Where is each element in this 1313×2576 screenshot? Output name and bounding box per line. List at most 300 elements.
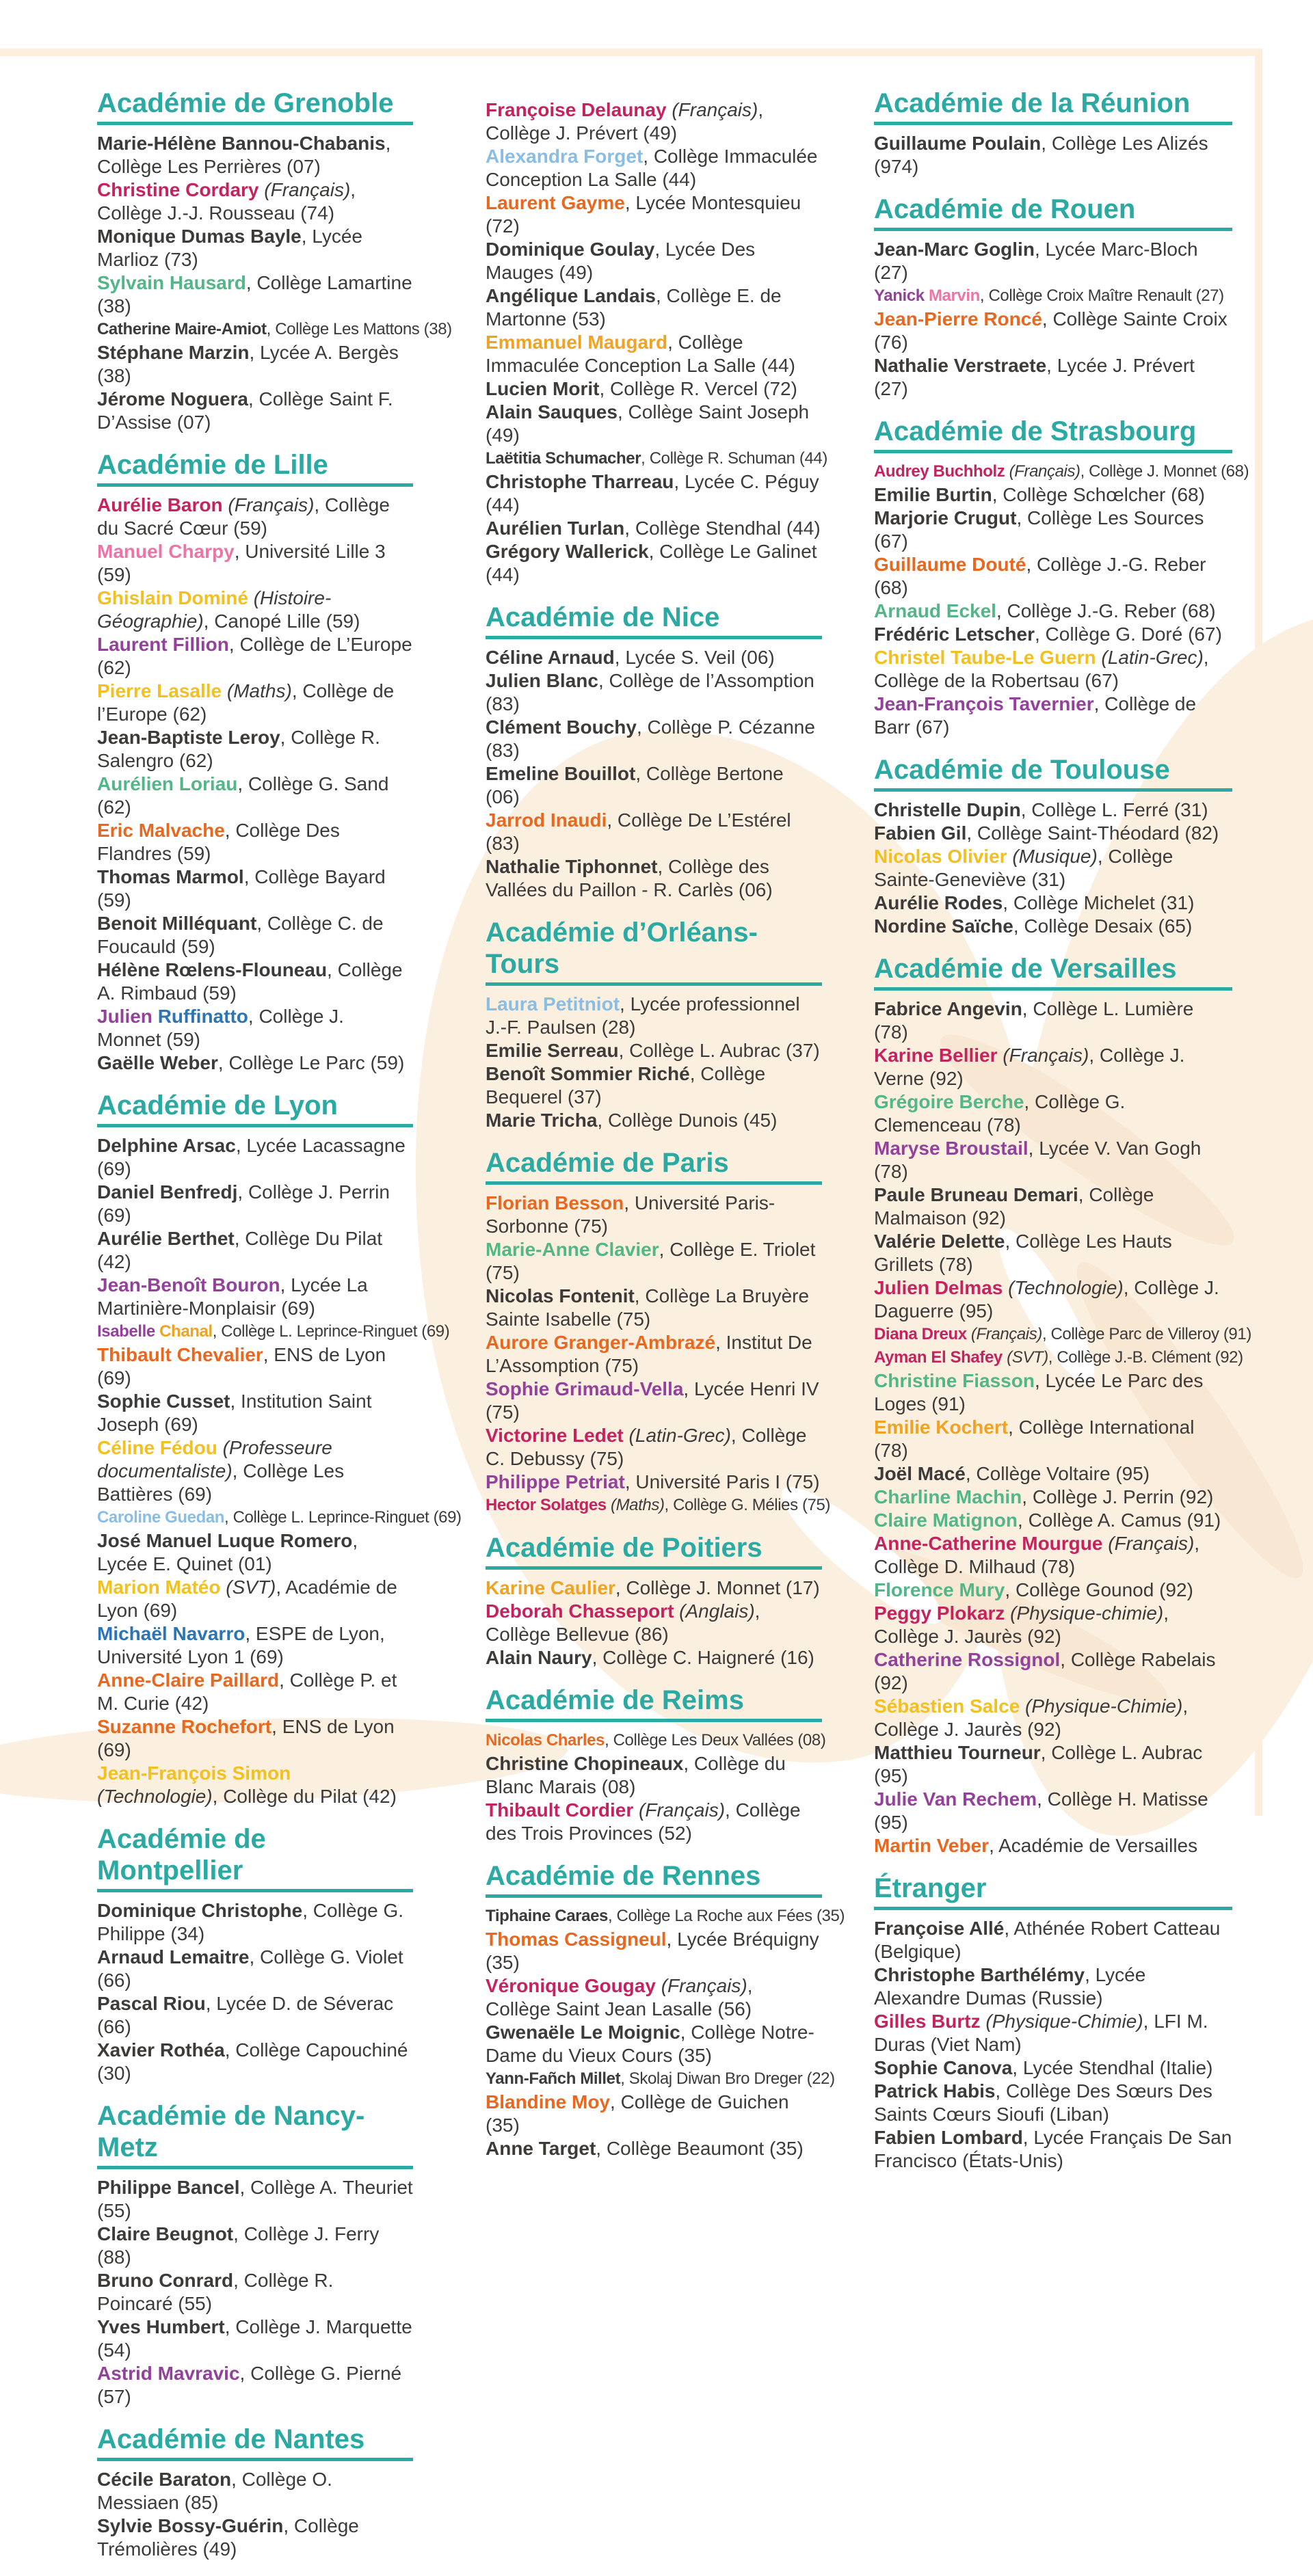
- school-label: , Lycée Français De San Francisco (États-Unis): [874, 2127, 1232, 2171]
- school-label: , Collège Le Galinet (44): [486, 541, 817, 585]
- directory-entry: [486, 284, 822, 331]
- directory-entry: [874, 1416, 1232, 1462]
- person-name: Stéphane Marzin: [97, 342, 250, 363]
- person-name: Cécile Baraton: [97, 2469, 232, 2490]
- person-name: Aurélie Rodes: [874, 892, 1003, 913]
- person-name: Daniel Benfredj: [97, 1181, 238, 1203]
- subject-label: (Maths): [222, 680, 292, 701]
- school-label: , Collège L. Leprince-Ringuet (69): [224, 1508, 462, 1527]
- person-name: Jean-François Simon: [97, 1762, 291, 1784]
- person-name: Jean-Marc Goglin: [874, 239, 1035, 260]
- person-name: Deborah Chasseport: [486, 1600, 674, 1622]
- school-label: , Lycée Stendhal (Italie): [1012, 2057, 1213, 2078]
- directory-entry: [97, 2316, 413, 2362]
- subject-label: (Anglais): [674, 1600, 755, 1622]
- academy-section-title: Académie de Nancy-Metz: [97, 2100, 413, 2169]
- school-label: , Collège E. de Martonne (53): [486, 285, 782, 330]
- directory-entry: [874, 1090, 1232, 1137]
- person-name: Aurore Granger-Ambrazé: [486, 1332, 716, 1353]
- person-name: Julien: [97, 1006, 158, 1027]
- directory-entry: [874, 1579, 1232, 1602]
- directory-entry: [874, 623, 1232, 646]
- academy-section: [874, 88, 1232, 178]
- school-label: , Collège Immaculée Conception La Salle (44): [486, 332, 795, 376]
- person-name: Pascal Riou: [97, 1993, 206, 2014]
- person-name: Victorine Ledet: [486, 1425, 624, 1446]
- school-label: , Université Lille 3 (59): [97, 541, 386, 585]
- school-label: , Collège E. Triolet (75): [486, 1239, 816, 1283]
- school-label: , Collège O. Messiaen (85): [97, 2469, 332, 2513]
- subject-label: (Français): [997, 1045, 1089, 1066]
- person-name: Florian Besson: [486, 1192, 624, 1213]
- academy-section-title: Académie de Rouen: [874, 193, 1232, 231]
- person-name: Anne-Catherine Mourgue: [874, 1533, 1103, 1554]
- subject-label: (Physique-chimie): [1005, 1602, 1164, 1624]
- person-name: Céline Fédou: [97, 1437, 217, 1458]
- directory-entry: [486, 331, 822, 377]
- directory-entry: [97, 178, 413, 225]
- school-label: , Collège Des Sœurs Des Saints Cœurs Sioufi (Liban): [874, 2080, 1212, 2125]
- person-name: Julie Van Rechem: [874, 1788, 1037, 1810]
- school-label: , Collège R. Vercel (72): [599, 378, 797, 399]
- school-label: , Collège Saint-Théodard (82): [966, 822, 1219, 844]
- directory-entry: [486, 2091, 822, 2137]
- directory-entry: [486, 2021, 822, 2067]
- directory-entry: [874, 1230, 1232, 1276]
- school-label: , Collège Immaculée Conception La Salle (44): [486, 146, 818, 190]
- academy-section: [486, 1685, 826, 1845]
- school-label: , Collège J. Jaurès (92): [874, 1602, 1169, 1647]
- directory-entry: [97, 1576, 413, 1622]
- directory-entry: [486, 1600, 822, 1646]
- person-name: Charline Machin: [874, 1486, 1022, 1507]
- directory-entry: [874, 1695, 1232, 1741]
- directory-entry: [486, 2067, 835, 2091]
- person-name: Sophie Canova: [874, 2057, 1013, 2078]
- directory-entry: [486, 716, 822, 762]
- academy-section: [874, 193, 1232, 401]
- school-label: , Lycée Des Mauges (49): [486, 239, 756, 283]
- academy-section-title: Académie de Grenoble: [97, 88, 413, 125]
- school-label: , Collège P. et M. Curie (42): [97, 1669, 397, 1714]
- person-name: Aurélie Berthet: [97, 1228, 235, 1249]
- person-name: Sophie Cusset: [97, 1391, 230, 1412]
- school-label: , Collège L. Ferré (31): [1020, 799, 1208, 820]
- person-name: Florence Mury: [874, 1579, 1005, 1600]
- directory-entry: [486, 669, 822, 716]
- school-label: , Collège P. Cézanne (83): [486, 716, 815, 761]
- school-label: , Lycée A. Bergès (38): [97, 342, 399, 386]
- academy-section: [97, 1823, 413, 2085]
- directory-entry: [874, 1346, 1243, 1369]
- person-name: Alexandra Forget: [486, 146, 644, 167]
- school-label: , Collège International (78): [874, 1417, 1195, 1461]
- person-name: Aurélien Loriau: [97, 773, 238, 794]
- directory-entry: [874, 1369, 1232, 1416]
- directory-entry: [486, 1285, 822, 1331]
- person-name: Emilie Serreau: [486, 1040, 619, 1061]
- school-label: , Université Paris-Sorbonne (75): [486, 1192, 775, 1237]
- academy-section: [97, 1090, 462, 1808]
- directory-entry: [97, 587, 413, 633]
- school-label: , Collège Les Deux Vallées (08): [605, 1731, 826, 1749]
- person-name: Bruno Conrard: [97, 2270, 234, 2291]
- person-name: Christine Fiasson: [874, 1370, 1035, 1391]
- school-label: , Collège Les Mattons (38): [266, 320, 452, 338]
- directory-entry: [874, 2056, 1232, 2080]
- school-label: , Collège De L’Estérel (83): [486, 809, 791, 854]
- person-name: Angélique Landais: [486, 285, 656, 306]
- person-name: Laëtitia Schumacher: [486, 449, 641, 468]
- directory-entry: [486, 1905, 845, 1928]
- school-label: , Collège Michelet (31): [1003, 892, 1195, 913]
- school-label: , Lycée S. Veil (06): [614, 647, 775, 668]
- school-label: , Collège de l’Assomption (83): [486, 670, 814, 714]
- academy-section-title: Académie de la Réunion: [874, 88, 1232, 125]
- directory-entry: [97, 866, 413, 912]
- directory-entry: [486, 1062, 822, 1109]
- person-name: Christophe Barthélémy: [874, 1964, 1085, 1985]
- school-label: , Collège J. Monnet (17): [615, 1577, 820, 1598]
- person-name: Nathalie Tiphonnet: [486, 856, 658, 877]
- person-name: Matthieu Tourneur: [874, 1742, 1041, 1763]
- school-label: , Collège J.-B. Clément (92): [1048, 1348, 1243, 1367]
- person-name: Dominique Christophe: [97, 1900, 303, 1921]
- directory-entry: [486, 993, 822, 1039]
- directory-entry: [874, 1788, 1232, 1834]
- directory-entry: [874, 822, 1232, 845]
- decor-frame-top: [0, 49, 1262, 56]
- school-label: , Collège G. Pierné (57): [97, 2363, 402, 2407]
- person-name: Jean-Benoît Bouron: [97, 1274, 280, 1296]
- directory-entry: [486, 1039, 822, 1062]
- directory-entry: [874, 1323, 1251, 1346]
- academy-section: [874, 953, 1251, 1857]
- directory-entry: [874, 693, 1232, 739]
- school-label: , Collège G. Clemenceau (78): [874, 1091, 1126, 1136]
- school-label: , Collège C. Haigneré (16): [592, 1647, 814, 1668]
- school-label: , Collège Saint F. D’Assise (07): [97, 388, 393, 433]
- academy-section: [486, 917, 822, 1132]
- school-label: , Collège G. Doré (67): [1035, 623, 1222, 645]
- person-name: Nicolas Charles: [486, 1731, 605, 1749]
- person-name: Paule Bruneau Demari: [874, 1184, 1078, 1205]
- person-name: Monique Dumas Bayle: [97, 226, 302, 247]
- school-label: , Collège Les Battières (69): [97, 1460, 345, 1505]
- subject-label: (SVT): [220, 1577, 276, 1598]
- person-name: Ruffinatto: [157, 1006, 248, 1027]
- subject-label: (Musique): [1007, 846, 1098, 867]
- school-label: , Collège C. de Foucauld (59): [97, 913, 384, 957]
- school-label: , Lycée Bréquigny (35): [486, 1929, 819, 1973]
- person-name: Peggy Plokarz: [874, 1602, 1005, 1624]
- directory-entry: [874, 1509, 1232, 1532]
- person-name: Sylvie Bossy-Guérin: [97, 2515, 284, 2536]
- school-label: , Collège du Pilat (42): [212, 1786, 397, 1807]
- directory-column-3: [874, 88, 1251, 2188]
- person-name: Audrey Buchholz: [874, 462, 1005, 481]
- person-name: Marvin: [928, 286, 980, 305]
- school-label: , Académie de Versailles: [989, 1835, 1198, 1856]
- person-name: Yves Humbert: [97, 2316, 225, 2337]
- directory-entry: [97, 1529, 413, 1576]
- person-name: Valérie Delette: [874, 1231, 1005, 1252]
- directory-entry: [486, 1109, 822, 1132]
- directory-entry: [97, 773, 413, 819]
- directory-entry: [486, 517, 822, 540]
- school-label: , Collège J. Monnet (68): [1080, 462, 1249, 481]
- directory-entry: [874, 799, 1232, 822]
- person-name: Jean-Pierre Roncé: [874, 308, 1042, 330]
- directory-entry: [97, 1227, 413, 1274]
- person-name: Anne-Claire Paillard: [97, 1669, 280, 1691]
- directory-entry: [874, 1183, 1232, 1230]
- school-label: , Lycée Marc-Bloch (27): [874, 239, 1198, 283]
- school-label: , Lycée Le Parc des Loges (91): [874, 1370, 1204, 1414]
- person-name: Patrick Habis: [874, 2080, 996, 2102]
- school-label: , Collège Gounod (92): [1005, 1579, 1193, 1600]
- directory-entry: [97, 1181, 413, 1227]
- school-label: , ESPE de Lyon, Université Lyon 1 (69): [97, 1623, 385, 1667]
- directory-entry: [874, 1602, 1232, 1648]
- directory-entry: [874, 2080, 1232, 2126]
- directory-entry: [874, 1741, 1232, 1788]
- school-label: , Collège des Vallées du Paillon - R. Carlès (06): [486, 856, 773, 900]
- school-label: , Collège du Blanc Marais (08): [486, 1753, 786, 1797]
- person-name: Lucien Morit: [486, 378, 600, 399]
- school-label: , Collège J. Jaurès (92): [874, 1695, 1189, 1740]
- subject-label: (Français): [222, 494, 315, 515]
- academy-section-title: Académie de Toulouse: [874, 754, 1232, 792]
- school-label: , Collège La Roche aux Fées (35): [607, 1907, 845, 1925]
- directory-entry: [874, 1276, 1232, 1323]
- directory-entry: [874, 997, 1232, 1044]
- person-name: Marie-Anne Clavier: [486, 1239, 659, 1260]
- person-name: Sylvain Hausard: [97, 272, 246, 293]
- person-name: Laurent Fillion: [97, 634, 229, 655]
- person-name: Tiphaine Caraes: [486, 1907, 608, 1925]
- school-label: , Collège Sainte Croix (76): [874, 308, 1228, 353]
- person-name: Anne Target: [486, 2138, 596, 2159]
- school-label: , Collège Bertone (06): [486, 763, 784, 807]
- school-label: , Université Paris I (75): [624, 1471, 820, 1492]
- person-name: Christophe Tharreau: [486, 471, 674, 492]
- person-name: Laura Petitniot: [486, 993, 620, 1015]
- person-name: Nicolas Fontenit: [486, 1285, 635, 1306]
- directory-entry: [486, 1752, 822, 1799]
- directory-entry: [97, 1669, 413, 1715]
- directory-entry: [97, 1274, 413, 1320]
- person-name: Guillaume Douté: [874, 554, 1026, 575]
- school-label: , Collège Parc de Villeroy (91): [1042, 1325, 1251, 1343]
- academy-section: [97, 88, 452, 434]
- school-label: , Collège J. Verne (92): [874, 1045, 1185, 1089]
- person-name: Marie-Hélène Bannou-Chabanis: [97, 133, 386, 154]
- directory-entry: [97, 2269, 413, 2316]
- person-name: Joël Macé: [874, 1463, 966, 1484]
- person-name: Suzanne Rochefort: [97, 1716, 272, 1737]
- directory-entry: [874, 1963, 1232, 2010]
- directory-entry: [97, 633, 413, 680]
- subject-label: (Technologie): [1003, 1277, 1124, 1298]
- school-label: , Collège J. Ferry (88): [97, 2223, 380, 2268]
- school-label: , Collège Stendhal (44): [624, 518, 821, 539]
- person-name: Véronique Gougay: [486, 1975, 656, 1996]
- person-name: Maryse Broustail: [874, 1138, 1029, 1159]
- directory-entry: [486, 1729, 826, 1752]
- directory-entry: [486, 1974, 822, 2021]
- directory-entry: [97, 819, 413, 866]
- person-name: Nicolas Olivier: [874, 846, 1007, 867]
- person-name: Astrid Mavravic: [97, 2363, 240, 2384]
- person-name: Marjorie Crugut: [874, 507, 1017, 528]
- person-name: Isabelle: [97, 1322, 160, 1341]
- person-name: Claire Matignon: [874, 1510, 1018, 1531]
- person-name: Emeline Bouillot: [486, 763, 636, 784]
- directory-entry: [874, 915, 1232, 938]
- directory-entry: [97, 1715, 413, 1762]
- person-name: Karine Bellier: [874, 1045, 998, 1066]
- directory-entry: [486, 1494, 831, 1517]
- school-label: , Collège J. Marquette (54): [97, 2316, 412, 2361]
- person-name: Nathalie Verstraete: [874, 355, 1047, 376]
- school-label: , Collège G. Violet (66): [97, 1946, 403, 1991]
- school-label: , Lycée J. Prévert (27): [874, 355, 1195, 399]
- person-name: Michaël Navarro: [97, 1623, 246, 1644]
- school-label: , Collège A. Camus (91): [1018, 1510, 1221, 1531]
- school-label: , Collège Le Parc (59): [217, 1052, 405, 1073]
- academy-section-title: Académie de Strasbourg: [874, 416, 1232, 453]
- directory-entry: [486, 1378, 822, 1424]
- directory-entry: [874, 1486, 1232, 1509]
- directory-entry: [97, 912, 413, 958]
- school-label: , Collège L. Leprince-Ringuet (69): [212, 1322, 450, 1341]
- school-label: , Collège de Barr (67): [874, 693, 1197, 738]
- person-name: Julien Delmas: [874, 1277, 1003, 1298]
- directory-entry: [874, 507, 1232, 553]
- directory-entry: [874, 845, 1232, 891]
- person-name: Benoit Milléquant: [97, 913, 257, 934]
- directory-entry: [97, 318, 452, 341]
- school-label: , Académie de Lyon (69): [97, 1577, 397, 1621]
- person-name: Marie Tricha: [486, 1110, 598, 1131]
- subject-label: (Français): [966, 1325, 1042, 1343]
- school-label: , Collège Malmaison (92): [874, 1184, 1154, 1229]
- directory-entry: [486, 145, 822, 191]
- person-name: Dominique Goulay: [486, 239, 655, 260]
- school-label: , Collège G. Sand (62): [97, 773, 389, 818]
- school-label: , Collège de L’Europe (62): [97, 634, 412, 678]
- school-label: , Collège Du Pilat (42): [97, 1228, 383, 1272]
- person-name: Marion Matéo: [97, 1577, 221, 1598]
- person-name: Arnaud Eckel: [874, 600, 996, 621]
- school-label: , Collège J.-G. Reber (68): [874, 554, 1206, 598]
- school-label: , Collège Sainte-Geneviève (31): [874, 846, 1173, 890]
- directory-entry: [486, 540, 822, 587]
- school-label: , Collège des Trois Provinces (52): [486, 1799, 801, 1844]
- school-label: , Collège J. Prévert (49): [486, 99, 764, 144]
- directory-entry: [486, 1192, 822, 1238]
- directory-entry: [874, 2126, 1232, 2173]
- subject-label: (SVT): [1002, 1348, 1048, 1367]
- directory-entry: [874, 354, 1232, 401]
- person-name: Emilie Kochert: [874, 1417, 1009, 1438]
- academy-section: [486, 1860, 845, 2160]
- school-label: , ENS de Lyon (69): [97, 1716, 395, 1760]
- person-name: Catherine Rossignol: [874, 1649, 1061, 1670]
- directory-entry: [97, 132, 413, 178]
- school-label: , Collège J. Perrin (69): [97, 1181, 390, 1226]
- directory-entry: [486, 646, 822, 669]
- academy-section: [486, 1147, 831, 1517]
- directory-entry: [97, 1899, 413, 1946]
- school-label: , Collège Les Sources (67): [874, 507, 1204, 552]
- directory-entry: [486, 855, 822, 902]
- directory-entry: [486, 1471, 822, 1494]
- person-name: Ayman El Shafey: [874, 1348, 1003, 1367]
- directory-entry: [97, 2039, 413, 2085]
- school-label: , Collège L. Aubrac (37): [618, 1040, 820, 1061]
- school-label: , Lycée Marlioz (73): [97, 226, 362, 270]
- person-name: Grégory Wallerick: [486, 541, 649, 562]
- directory-entry: [97, 2514, 413, 2561]
- person-name: Sébastien Salce: [874, 1695, 1020, 1717]
- directory-entry: [486, 401, 822, 447]
- academy-section-title: Académie de Poitiers: [486, 1532, 822, 1570]
- subject-label: (Physique-Chimie): [980, 2011, 1143, 2032]
- person-name: Christine Cordary: [97, 179, 259, 200]
- school-label: , Collège Notre-Dame du Vieux Cours (35): [486, 2022, 814, 2066]
- academy-section-title: Académie de Lille: [97, 449, 413, 487]
- school-label: , Collège G. Philippe (34): [97, 1900, 404, 1944]
- school-label: , Institution Saint Joseph (69): [97, 1391, 372, 1435]
- person-name: Christelle Dupin: [874, 799, 1021, 820]
- person-name: Fabien Gil: [874, 822, 967, 844]
- directory-entry: [97, 540, 413, 587]
- directory-column-2: [486, 88, 845, 2175]
- directory-column-1: [97, 88, 462, 2576]
- school-label: , Collège La Bruyère Sainte Isabelle (75): [486, 1285, 810, 1330]
- person-name: Yanick: [874, 286, 929, 305]
- school-label: , Collège de l’Europe (62): [97, 680, 395, 725]
- person-name: Pierre Lasalle: [97, 680, 222, 701]
- directory-entry: [97, 271, 413, 318]
- person-name: Thibault Chevalier: [97, 1344, 263, 1365]
- person-name: Delphine Arsac: [97, 1135, 236, 1156]
- person-name: Hector Solatges: [486, 1496, 607, 1514]
- person-name: Yann-Fañch Millet: [486, 2069, 621, 2088]
- subject-label: (Français): [1005, 462, 1080, 481]
- person-name: Guillaume Poulain: [874, 133, 1042, 154]
- person-name: Catherine Maire-Amiot: [97, 320, 267, 338]
- directory-entry: [97, 958, 413, 1005]
- person-name: Arnaud Lemaitre: [97, 1946, 250, 1968]
- academy-section-title: Académie de Lyon: [97, 1090, 413, 1127]
- directory-entry: [874, 460, 1249, 483]
- school-label: , Collège Bayard (59): [97, 866, 386, 911]
- academy-section: [874, 416, 1249, 739]
- person-name: Françoise Allé: [874, 1918, 1005, 1939]
- directory-entry: [486, 1424, 822, 1471]
- person-name: Fabien Lombard: [874, 2127, 1023, 2148]
- academy-section: [874, 1873, 1232, 2173]
- person-name: Manuel Charpy: [97, 541, 235, 562]
- directory-entry: [486, 1928, 822, 1974]
- directory-entry: [486, 191, 822, 238]
- person-name: Karine Caulier: [486, 1577, 615, 1598]
- school-label: , Collège Lamartine (38): [97, 272, 412, 317]
- person-name: Fabrice Angevin: [874, 998, 1022, 1019]
